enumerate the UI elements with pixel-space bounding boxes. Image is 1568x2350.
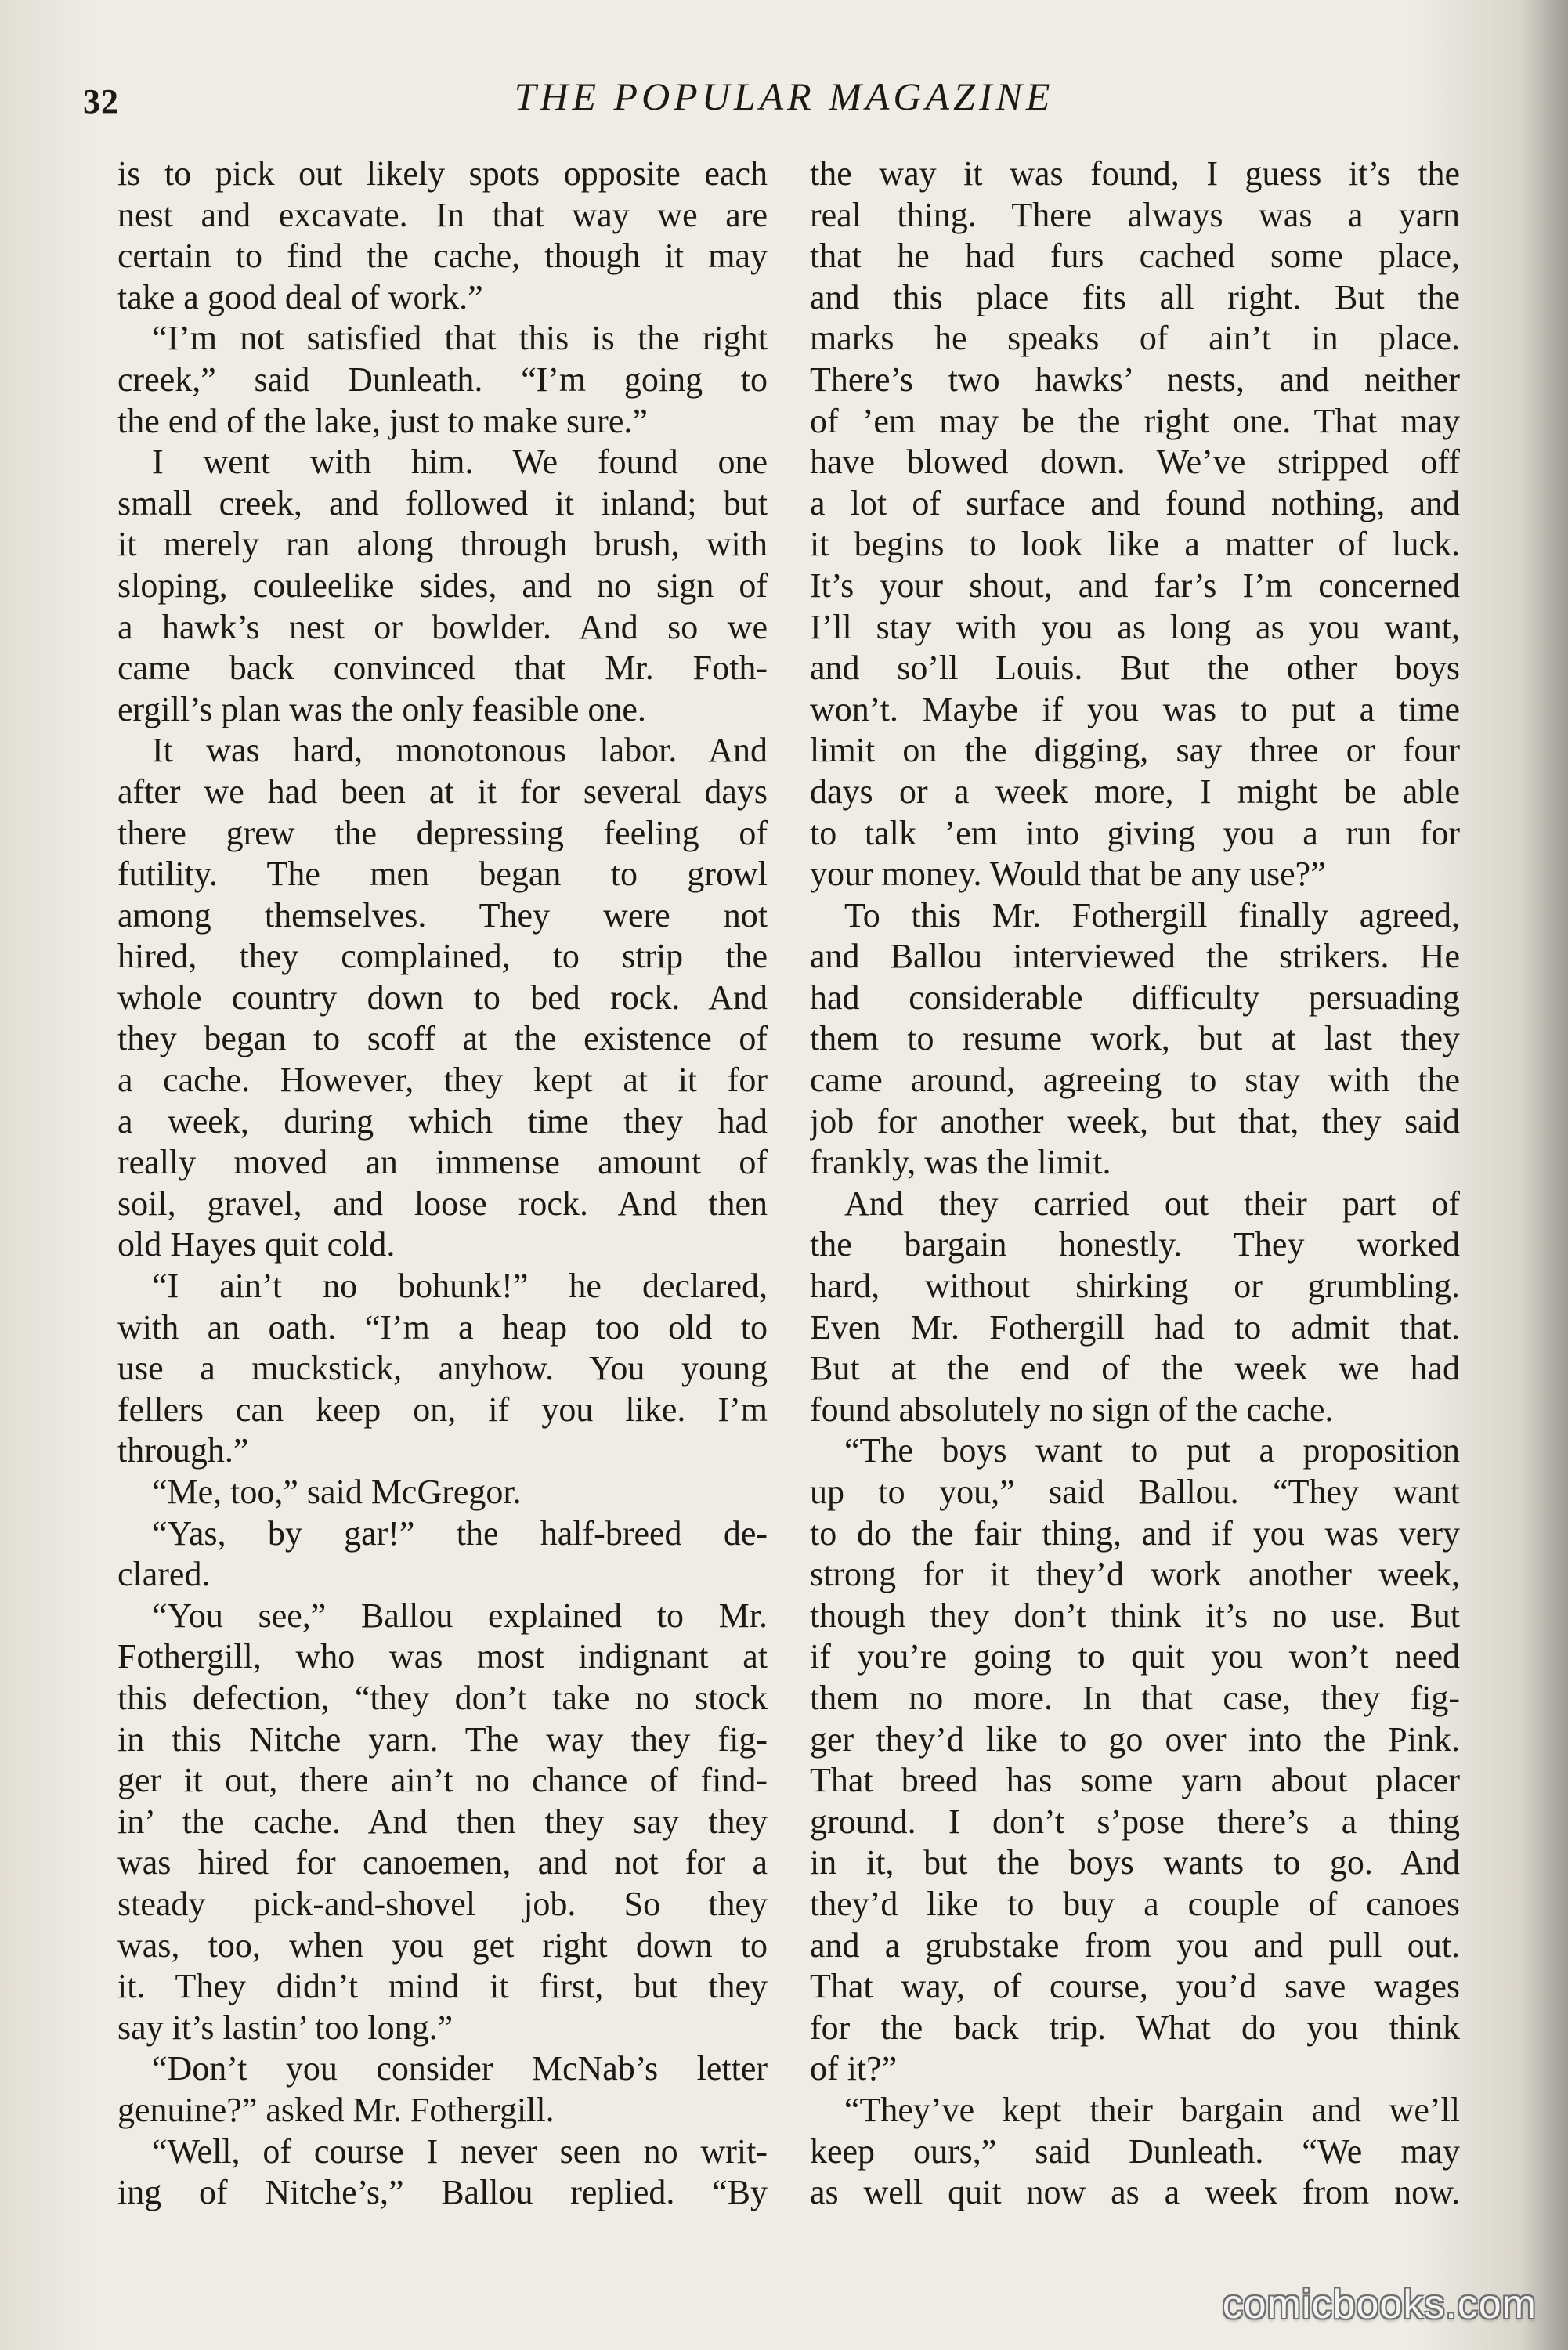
text-line: genuine?” asked Mr. Fothergill. <box>117 2090 555 2129</box>
text-line: had considerable difficulty persuading <box>810 978 1460 1017</box>
text-line: and this place fits all right. But the <box>810 277 1460 316</box>
text-line: soil, gravel, and loose rock. And then <box>117 1184 768 1223</box>
text-line: though they don’t think it’s no use. But <box>810 1596 1460 1635</box>
text-line: ger they’d like to go over into the Pink. <box>810 1719 1460 1759</box>
text-line: strong for it they’d work another week, <box>810 1555 1460 1594</box>
text-line: “The boys want to put a proposition <box>844 1431 1460 1470</box>
text-line: to do the fair thing, and if you was very <box>810 1513 1460 1553</box>
watermark: comicbooks.com <box>1222 2282 1537 2327</box>
text-line: I’ll stay with you as long as you want, <box>810 607 1460 646</box>
text-line: the end of the lake, just to make sure.” <box>117 401 648 440</box>
text-line: of ’em may be the right one. That may <box>810 401 1460 440</box>
text-line: And they carried out their part of <box>844 1184 1460 1223</box>
text-line: that he had furs cached some place, <box>810 237 1460 276</box>
text-line: came around, agreeing to stay with the <box>810 1061 1460 1100</box>
text-line: nest and excavate. In that way we are <box>117 195 768 234</box>
text-line: certain to find the cache, though it may <box>117 237 768 276</box>
text-line: there grew the depressing feeling of <box>117 813 768 852</box>
text-line: they began to scoff at the existence of <box>117 1019 768 1058</box>
text-line: them no more. In that case, they fig- <box>810 1678 1460 1717</box>
text-line: “Well, of course I never seen no writ- <box>152 2131 768 2171</box>
text-line: ing of Nitche’s,” Ballou replied. “By <box>117 2173 768 2212</box>
text-line: days or a week more, I might be able <box>810 772 1460 811</box>
text-line: hired, they complained, to strip the <box>117 937 768 976</box>
text-line: old Hayes quit cold. <box>117 1225 396 1264</box>
text-line: whole country down to bed rock. And <box>117 978 768 1017</box>
text-line: take a good deal of work.” <box>117 277 483 316</box>
text-line: “Don’t you consider McNab’s letter <box>152 2049 768 2088</box>
text-line: have blowed down. We’ve stripped off <box>810 443 1460 482</box>
text-line: a cache. However, they kept at it for <box>117 1061 768 1100</box>
text-line: your money. Would that be any use?” <box>810 855 1326 894</box>
text-line: small creek, and followed it inland; but <box>117 483 768 522</box>
text-line: them to resume work, but at last they <box>810 1019 1460 1058</box>
text-line: That way, of course, you’d save wages <box>810 1967 1460 2006</box>
text-line: really moved an immense amount of <box>117 1143 768 1182</box>
text-line: it. They didn’t mind it first, but they <box>117 1967 768 2006</box>
text-line: ground. I don’t s’pose there’s a thing <box>810 1802 1460 1841</box>
text-line: steady pick-and-shovel job. So they <box>117 1884 768 1923</box>
text-line: this defection, “they don’t take no stock <box>117 1678 768 1717</box>
text-line: sloping, couleelike sides, and no sign of <box>117 566 768 605</box>
text-line: a week, during which time they had <box>117 1101 768 1141</box>
text-line: for the back trip. What do you think <box>810 2008 1460 2047</box>
text-line: “They’ve kept their bargain and we’ll <box>844 2090 1460 2129</box>
text-line: a hawk’s nest or bowlder. And so we <box>117 607 768 646</box>
text-line: as well quit now as a week from now. <box>810 2173 1460 2212</box>
text-line: There’s two hawks’ nests, and neither <box>810 360 1460 399</box>
text-line: futility. The men began to growl <box>117 855 768 894</box>
text-line: Fothergill, who was most indignant at <box>117 1637 768 1676</box>
text-line: with an oath. “I’m a heap too old to <box>117 1307 768 1347</box>
text-line: use a muckstick, anyhow. You young <box>117 1349 768 1388</box>
text-line: a lot of surface and found nothing, and <box>810 483 1460 522</box>
text-line: among themselves. They were not <box>117 895 768 935</box>
text-line: in’ the cache. And then they say they <box>117 1802 768 1841</box>
text-line: the way it was found, I guess it’s the <box>810 154 1460 193</box>
text-line: “I ain’t no bohunk!” he declared, <box>152 1267 768 1306</box>
text-line: after we had been at it for several days <box>117 772 768 811</box>
text-line: was, too, when you get right down to <box>117 1925 768 1965</box>
text-line: hard, without shirking or grumbling. <box>810 1267 1460 1306</box>
text-line: it begins to look like a matter of luck. <box>810 525 1460 564</box>
text-line: was hired for canoemen, and not for a <box>117 1843 768 1882</box>
text-line: “Yas, by gar!” the half-breed de- <box>152 1513 768 1553</box>
text-line: But at the end of the week we had <box>810 1349 1460 1388</box>
text-line: job for another week, but that, they said <box>810 1101 1460 1141</box>
text-line: “You see,” Ballou explained to Mr. <box>152 1596 768 1635</box>
text-line: if you’re going to quit you won’t need <box>810 1637 1460 1676</box>
text-line: keep ours,” said Dunleath. “We may <box>810 2131 1460 2171</box>
text-line: it merely ran along through brush, with <box>117 525 768 564</box>
text-line: won’t. Maybe if you was to put a time <box>810 689 1460 728</box>
text-line: in this Nitche yarn. The way they fig- <box>117 1719 768 1759</box>
text-line: clared. <box>117 1555 211 1594</box>
text-line: fellers can keep on, if you like. I’m <box>117 1390 768 1429</box>
text-line: That breed has some yarn about placer <box>810 1761 1460 1800</box>
page-number: 32 <box>83 82 119 121</box>
text-line: the bargain honestly. They worked <box>810 1225 1460 1264</box>
text-line: frankly, was the limit. <box>810 1143 1111 1182</box>
text-line: of it?” <box>810 2049 898 2088</box>
text-line: found absolutely no sign of the cache. <box>810 1390 1334 1429</box>
text-line: through.” <box>117 1431 249 1470</box>
text-line: creek,” said Dunleath. “I’m going to <box>117 360 768 399</box>
text-line: in it, but the boys wants to go. And <box>810 1843 1460 1882</box>
text-line: to talk ’em into giving you a run for <box>810 813 1460 852</box>
text-line: say it’s lastin’ too long.” <box>117 2008 453 2047</box>
text-line: I went with him. We found one <box>152 443 768 482</box>
text-line: they’d like to buy a couple of canoes <box>810 1884 1460 1923</box>
text-line: and a grubstake from you and pull out. <box>810 1925 1460 1965</box>
text-line: Even Mr. Fothergill had to admit that. <box>810 1307 1460 1347</box>
text-line: “I’m not satisfied that this is the right <box>152 319 768 358</box>
text-line: ergill’s plan was the only feasible one. <box>117 689 646 728</box>
text-line: up to you,” said Ballou. “They want <box>810 1473 1460 1511</box>
text-line: and so’ll Louis. But the other boys <box>810 649 1460 688</box>
text-line: and Ballou interviewed the strikers. He <box>810 937 1460 976</box>
text-line: It’s your shout, and far’s I’m concerned <box>810 566 1460 605</box>
text-line: To this Mr. Fothergill finally agreed, <box>844 895 1460 935</box>
left-column <box>117 154 768 2214</box>
text-line: ger it out, there ain’t no chance of find- <box>117 1761 768 1800</box>
text-line: came back convinced that Mr. Foth- <box>117 649 768 688</box>
text-line: real thing. There always was a yarn <box>810 195 1460 234</box>
text-line: “Me, too,” said McGregor. <box>152 1473 522 1511</box>
text-line: is to pick out likely spots opposite each <box>117 154 768 193</box>
right-column <box>810 154 1460 2214</box>
text-line: It was hard, monotonous labor. And <box>152 731 768 770</box>
text-line: marks he speaks of ain’t in place. <box>810 319 1460 358</box>
text-line: limit on the digging, say three or four <box>810 731 1460 770</box>
running-head: THE POPULAR MAGAZINE <box>514 74 1054 118</box>
